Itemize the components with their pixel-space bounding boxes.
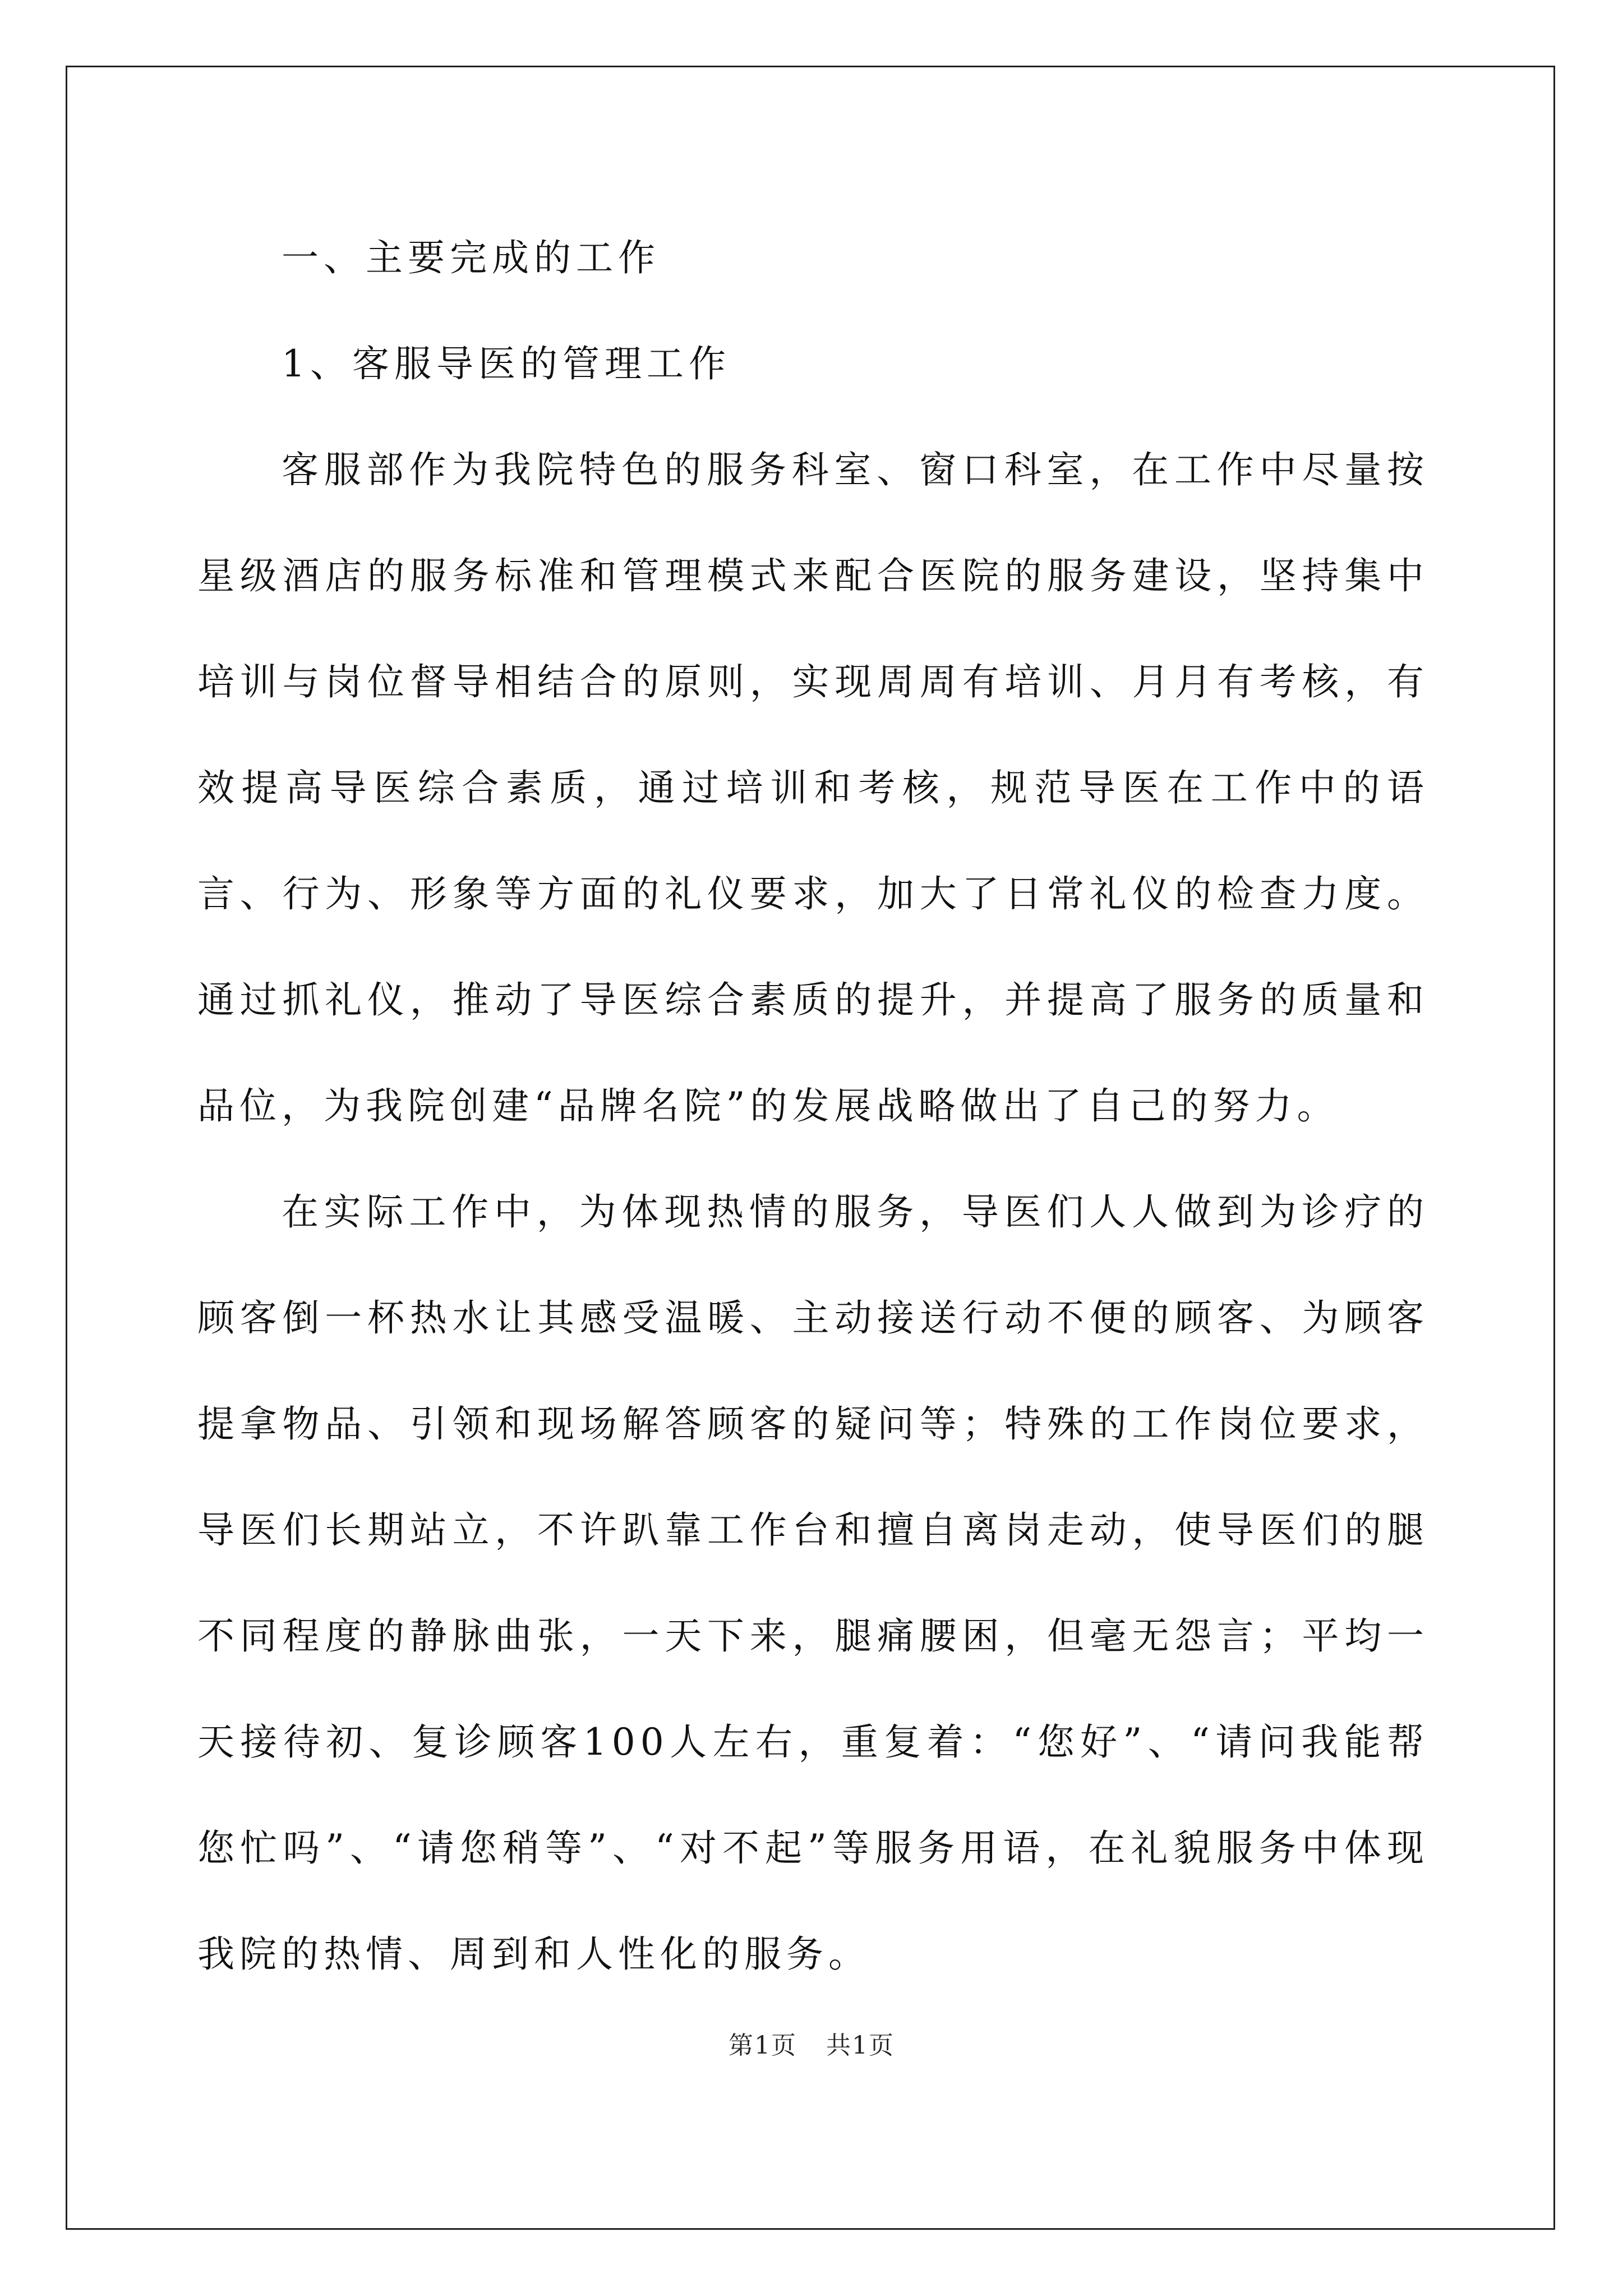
page-footer bbox=[0, 2025, 1623, 2061]
document-body bbox=[197, 205, 1429, 2007]
section-heading: 一、主要完成的工作 bbox=[282, 236, 660, 279]
page-total: 共1页 bbox=[826, 2031, 895, 2060]
body-paragraph: 客服部作为我院特色的服务科室、窗口科室，在工作中尽量按星级酒店的服务标准和管理模式来配合医院的服务建设，坚持集中培训与岗位督导相结合的原则，实现周周有培训、月月有考核，有效提高导医综合素质，通过培训和考核，规范导医在工作中的语言、行为、形象等方面的礼仪要求，加大了日常礼仪的检查力度。通过抓礼仪，推动了导医综合素质的提升，并提高了服务的质量和品位，为我院创建“品牌名院”的发展战略做出了自己的努力。 bbox=[197, 448, 1429, 1128]
body-paragraph: 在实际工作中，为体现热情的服务，导医们人人做到为诊疗的顾客倒一杯热水让其感受温暖、主动接送行动不便的顾客、为顾客提拿物品、引领和现场解答顾客的疑问等；特殊的工作岗位要求，导医们长期站立，不许趴靠工作台和擅自离岗走动，使导医们的腿不同程度的静脉曲张，一天下来，腿痛腰困，但毫无怨言；平均一天接待初、复诊顾客100人左右，重复着：“您好”、“请问我能帮您忙吗”、“请您稍等”、“对不起”等服务用语，在礼貌服务中体现我院的热情、周到和人性化的服务。 bbox=[197, 1190, 1429, 1976]
page-number: 第1页 bbox=[728, 2031, 797, 2060]
subsection-heading: 1、客服导医的管理工作 bbox=[282, 342, 731, 385]
